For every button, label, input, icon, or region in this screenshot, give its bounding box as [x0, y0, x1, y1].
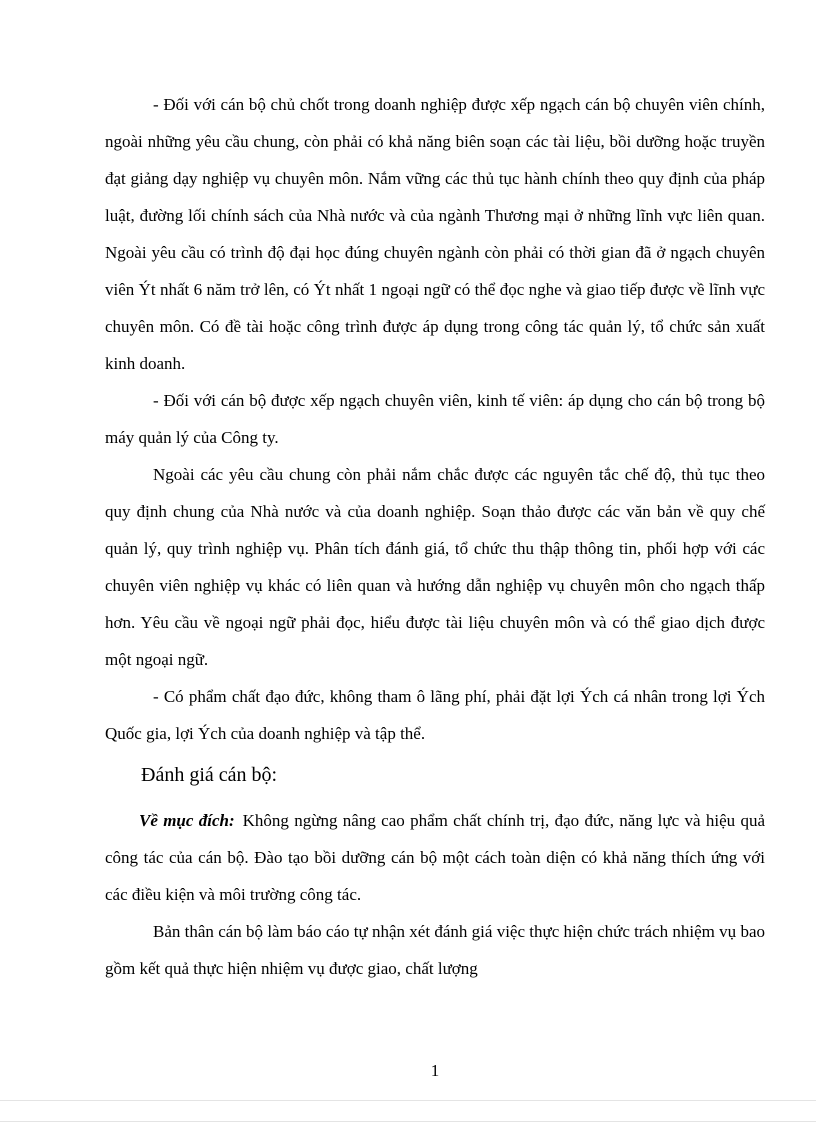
- paragraph-purpose: [105, 802, 765, 913]
- viewer-bottom-edge-line: [0, 1121, 816, 1122]
- purpose-body-text: Không ngừng nâng cao phẩm chất chính trị, đạo đức, năng lực và hiệu quả công tác của cán bộ. Đào tạo bồi dưỡng cán bộ một cách toàn diện có khả năng thích ứng với các điều kiện và môi trường công tác.: [105, 811, 765, 904]
- paragraph-general-requirements: Ngoài các yêu cầu chung còn phải nắm chắc được các nguyên tắc chế độ, thủ tục theo quy định chung của Nhà nước và của doanh nghiệp. Soạn thảo được các văn bản về quy chế quản lý, quy trình nghiệp vụ. Phân tích đánh giá, tổ chức thu thập thông tin, phối hợp với các chuyên viên nghiệp vụ khác có liên quan và hướng dẫn nghiệp vụ chuyên môn cho ngạch thấp hơn. Yêu cầu về ngoại ngữ phải đọc, hiểu được tài liệu chuyên môn và có thể giao dịch được một ngoại ngữ.: [105, 465, 765, 669]
- section-heading: Đánh giá cán bộ:: [141, 764, 278, 786]
- paragraph-ethics: - Có phẩm chất đạo đức, không tham ô lãng phí, phải đặt lợi Ých cá nhân trong lợi Ých Quốc gia, lợi Ých của doanh nghiệp và tập thể.: [105, 687, 765, 743]
- page-bottom-edge-line: [0, 1100, 816, 1101]
- purpose-lead-label: Về mục đích:: [139, 811, 235, 830]
- paragraph-specialist-rank: - Đối với cán bộ được xếp ngạch chuyên viên, kinh tế viên: áp dụng cho cán bộ trong bộ máy quản lý của Công ty.: [105, 391, 765, 447]
- page-number: 1: [430, 1061, 440, 1080]
- document-body: [105, 86, 765, 987]
- paragraph-self-assessment: Bản thân cán bộ làm báo cáo tự nhận xét đánh giá việc thực hiện chức trách nhiệm vụ bao gồm kết quả thực hiện nhiệm vụ được giao, chất lượng: [105, 922, 765, 978]
- paragraph-senior-specialist-rank: - Đối với cán bộ chủ chốt trong doanh nghiệp được xếp ngạch cán bộ chuyên viên chính, ngoài những yêu cầu chung, còn phải có khả năng biên soạn các tài liệu, bồi dưỡng hoặc truyền đạt giảng dạy nghiệp vụ chuyên môn. Nắm vững các thủ tục hành chính theo quy định của pháp luật, đường lối chính sách của Nhà nước và của ngành Thương mại ở những lĩnh vực liên quan. Ngoài yêu cầu có trình độ đại học đúng chuyên ngành còn phải có thời gian đã ở ngạch chuyên viên Ýt nhất 6 năm trở lên, có Ýt nhất 1 ngoại ngữ có thể đọc nghe và giao tiếp được về lĩnh vực chuyên môn. Có đề tài hoặc công trình được áp dụng trong công tác quản lý, tổ chức sản xuất kinh doanh.: [105, 95, 765, 373]
